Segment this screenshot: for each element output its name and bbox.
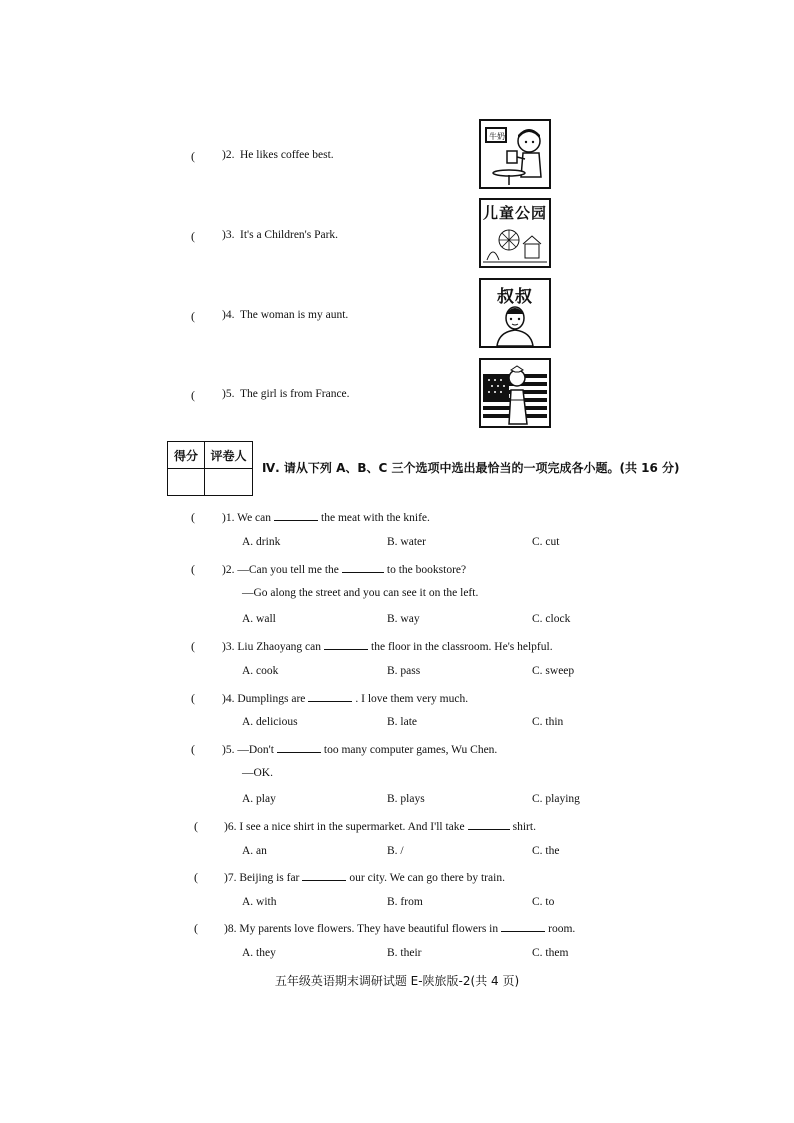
milk-sign: 牛奶 bbox=[489, 132, 505, 141]
question-line-2: —Go along the street and you can see it on the left. bbox=[242, 587, 479, 599]
option-a[interactable]: A. delicious bbox=[242, 716, 298, 728]
option-b[interactable]: B. from bbox=[387, 896, 423, 908]
option-a[interactable]: A. an bbox=[242, 845, 267, 857]
option-a[interactable]: A. wall bbox=[242, 613, 276, 625]
score-cell[interactable] bbox=[168, 469, 205, 496]
option-c[interactable]: C. sweep bbox=[532, 665, 575, 677]
question-line: )5. —Don't too many computer games, Wu Chen. bbox=[222, 744, 498, 756]
answer-blank[interactable] bbox=[342, 562, 384, 573]
grader-cell[interactable] bbox=[205, 469, 253, 496]
option-b[interactable]: B. late bbox=[387, 716, 418, 728]
uncle-portrait-icon bbox=[479, 278, 551, 348]
option-b[interactable]: B. water bbox=[387, 536, 426, 548]
answer-paren[interactable]: ( bbox=[191, 388, 195, 402]
answer-paren[interactable]: ( bbox=[194, 870, 198, 884]
statement-number: )2. bbox=[222, 149, 235, 161]
answer-blank[interactable] bbox=[468, 819, 510, 830]
answer-paren[interactable]: ( bbox=[194, 921, 198, 935]
option-a[interactable]: A. cook bbox=[242, 665, 279, 677]
option-a[interactable]: A. they bbox=[242, 947, 276, 959]
answer-blank[interactable] bbox=[501, 921, 545, 932]
coffee-drinking-boy-icon bbox=[479, 119, 551, 189]
statement-text: The girl is from France. bbox=[240, 388, 350, 400]
question-line: )6. I see a nice shirt in the supermarket. And I'll take shirt. bbox=[224, 821, 536, 833]
statement-number: )5. bbox=[222, 388, 235, 400]
answer-paren[interactable]: ( bbox=[191, 309, 195, 323]
answer-paren[interactable]: ( bbox=[191, 691, 195, 705]
question-line: )8. My parents love flowers. They have beautiful flowers in room. bbox=[224, 923, 576, 935]
question-line: )7. Beijing is far our city. We can go there by train. bbox=[224, 872, 505, 884]
answer-paren[interactable]: ( bbox=[191, 149, 195, 163]
answer-paren[interactable]: ( bbox=[191, 562, 195, 576]
question-line: )4. Dumplings are . I love them very much. bbox=[222, 693, 469, 705]
option-a[interactable]: A. play bbox=[242, 793, 276, 805]
option-c[interactable]: C. cut bbox=[532, 536, 560, 548]
picture-caption: 儿童公园 bbox=[482, 204, 547, 222]
picture-caption: 叔叔 bbox=[497, 287, 533, 307]
answer-blank[interactable] bbox=[308, 691, 352, 702]
page-footer: 五年级英语期末调研试题 E-陕旅版-2(共 4 页) bbox=[274, 974, 520, 988]
option-b[interactable]: B. way bbox=[387, 613, 420, 625]
option-c[interactable]: C. to bbox=[532, 896, 555, 908]
option-b[interactable]: B. plays bbox=[387, 793, 425, 805]
answer-paren[interactable]: ( bbox=[191, 229, 195, 243]
option-b[interactable]: B. pass bbox=[387, 665, 421, 677]
answer-blank[interactable] bbox=[277, 742, 321, 753]
question-line: )2. —Can you tell me the to the bookstore? bbox=[222, 564, 467, 576]
score-header: 得分 bbox=[168, 442, 205, 469]
answer-paren[interactable]: ( bbox=[191, 510, 195, 524]
statement-number: )4. bbox=[222, 309, 235, 321]
option-a[interactable]: A. with bbox=[242, 896, 277, 908]
statement-number: )3. bbox=[222, 229, 235, 241]
answer-paren[interactable]: ( bbox=[191, 639, 195, 653]
answer-paren[interactable]: ( bbox=[194, 819, 198, 833]
statement-text: The woman is my aunt. bbox=[240, 309, 349, 321]
option-a[interactable]: A. drink bbox=[242, 536, 281, 548]
statement-text: It's a Children's Park. bbox=[240, 229, 339, 241]
answer-blank[interactable] bbox=[274, 510, 318, 521]
option-c[interactable]: C. the bbox=[532, 845, 560, 857]
option-c[interactable]: C. clock bbox=[532, 613, 571, 625]
answer-paren[interactable]: ( bbox=[191, 742, 195, 756]
statement-text: He likes coffee best. bbox=[240, 149, 334, 161]
question-line: )3. Liu Zhaoyang can the floor in the classroom. He's helpful. bbox=[222, 641, 553, 653]
question-line-2: —OK. bbox=[242, 767, 273, 779]
option-c[interactable]: C. them bbox=[532, 947, 569, 959]
option-c[interactable]: C. playing bbox=[532, 793, 580, 805]
answer-blank[interactable] bbox=[324, 639, 368, 650]
option-b[interactable]: B. their bbox=[387, 947, 422, 959]
answer-blank[interactable] bbox=[302, 870, 346, 881]
childrens-park-icon bbox=[479, 198, 551, 268]
american-flag-girl-icon bbox=[479, 358, 551, 428]
score-box bbox=[167, 441, 253, 496]
option-b[interactable]: B. / bbox=[387, 845, 404, 857]
section-title: Ⅳ. 请从下列 A、B、C 三个选项中选出最恰当的一项完成各小题。(共 16 分) bbox=[262, 461, 680, 475]
grader-header: 评卷人 bbox=[205, 442, 253, 469]
question-line: )1. We can the meat with the knife. bbox=[222, 512, 430, 524]
option-c[interactable]: C. thin bbox=[532, 716, 564, 728]
